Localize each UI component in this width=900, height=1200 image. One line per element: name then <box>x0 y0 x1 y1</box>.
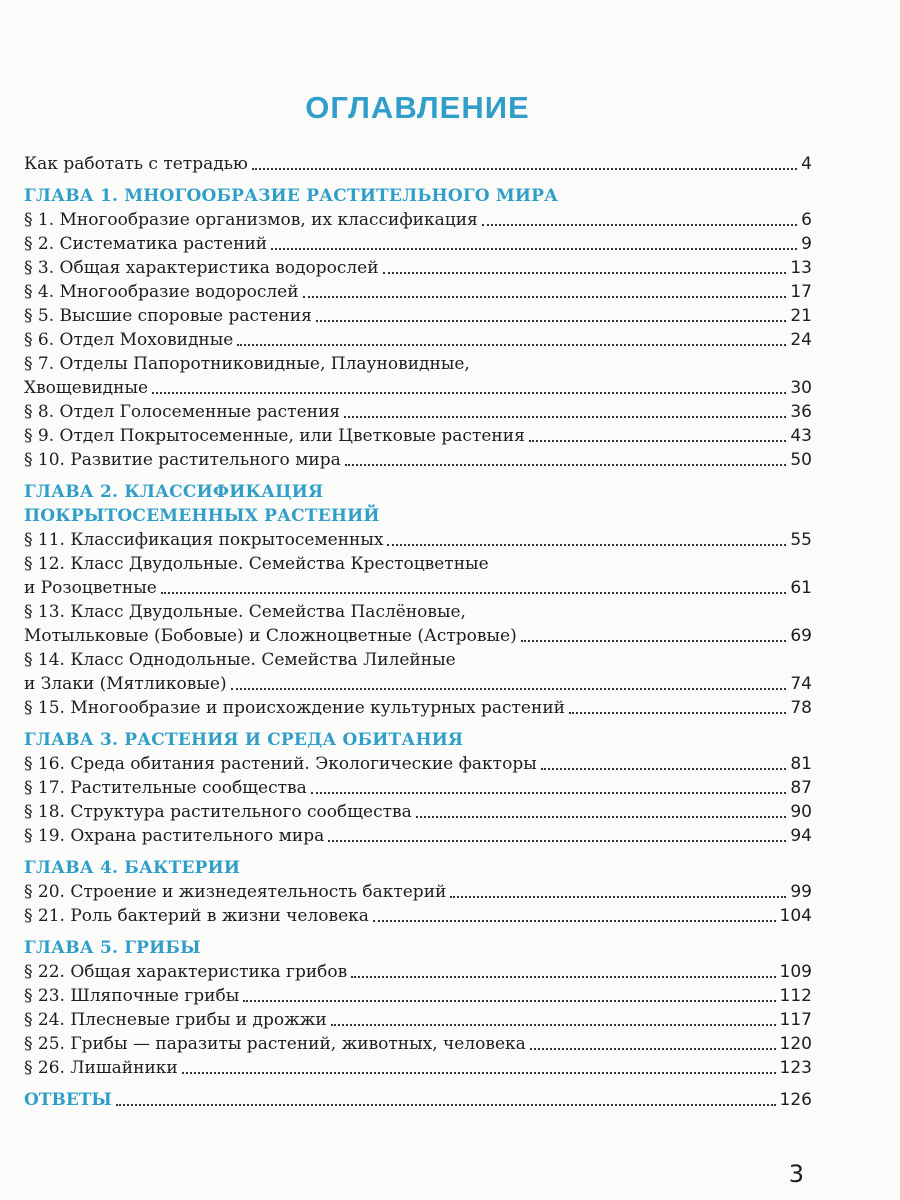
toc-entry-first-line[interactable] <box>24 648 812 672</box>
dot-leader <box>416 804 787 818</box>
toc-entry[interactable] <box>24 424 812 448</box>
entry-label: § 5. Высшие споровые растения <box>24 306 312 326</box>
dot-leader <box>569 700 786 714</box>
dot-leader <box>161 580 787 594</box>
entry-page: 74 <box>790 674 812 694</box>
entry-page: 6 <box>801 210 812 230</box>
entry-page: 43 <box>790 426 812 446</box>
toc-entry[interactable] <box>24 752 812 776</box>
dot-leader <box>303 284 787 298</box>
dot-leader <box>271 236 797 250</box>
toc-entry-continuation[interactable] <box>24 376 812 400</box>
toc-entry[interactable] <box>24 904 812 928</box>
dot-leader <box>541 756 787 770</box>
entry-label: § 16. Среда обитания растений. Экологические факторы <box>24 754 537 774</box>
toc-entry-answers[interactable] <box>24 1088 812 1112</box>
dot-leader <box>252 156 797 170</box>
entry-label: § 15. Многообразие и происхождение культурных растений <box>24 698 565 718</box>
toc-entry[interactable] <box>24 328 812 352</box>
dot-leader <box>529 428 787 442</box>
entry-label: § 20. Строение и жизнедеятельность бактерий <box>24 882 447 902</box>
entry-label: § 14. Класс Однодольные. Семейства Лилейные <box>24 650 456 670</box>
toc-entry[interactable] <box>24 280 812 304</box>
entry-label: § 19. Охрана растительного мира <box>24 826 325 846</box>
toc-entry-first-line[interactable] <box>24 600 812 624</box>
entry-page: 36 <box>790 402 812 422</box>
entry-page: 104 <box>779 906 812 926</box>
entry-page: 4 <box>801 154 812 174</box>
dot-leader <box>311 780 787 794</box>
entry-label: Как работать с тетрадью <box>24 154 248 174</box>
dot-leader <box>387 532 786 546</box>
dot-leader <box>331 1012 776 1026</box>
toc-entry[interactable] <box>24 1008 812 1032</box>
page-number: 3 <box>788 1160 804 1188</box>
toc-entry[interactable] <box>24 696 812 720</box>
dot-leader <box>344 404 786 418</box>
entry-label-cont: Мотыльковые (Бобовые) и Сложноцветные (Астровые) <box>24 626 517 646</box>
dot-leader <box>243 988 775 1002</box>
toc-entry[interactable] <box>24 256 812 280</box>
toc-entry-continuation[interactable] <box>24 624 812 648</box>
entry-page: 24 <box>790 330 812 350</box>
entry-page: 112 <box>779 986 812 1006</box>
entry-label: § 2. Систематика растений <box>24 234 268 254</box>
toc-entry[interactable] <box>24 208 812 232</box>
dot-leader <box>482 212 797 226</box>
entry-page: 123 <box>779 1058 812 1078</box>
entry-label: § 18. Структура растительного сообщества <box>24 802 412 822</box>
chapter-heading-1: ГЛАВА 1. МНОГООБРАЗИЕ РАСТИТЕЛЬНОГО МИРА <box>24 186 559 206</box>
entry-page: 90 <box>790 802 812 822</box>
toc-entry[interactable] <box>24 232 812 256</box>
entry-label: § 6. Отдел Моховидные <box>24 330 234 350</box>
toc-entry[interactable] <box>24 880 812 904</box>
entry-label: § 17. Растительные сообщества <box>24 778 307 798</box>
entry-label-cont: и Розоцветные <box>24 578 157 598</box>
dot-leader <box>383 260 787 274</box>
dot-leader <box>450 884 786 898</box>
toc-entry[interactable] <box>24 984 812 1008</box>
entry-page: 99 <box>790 882 812 902</box>
entry-page: 55 <box>790 530 812 550</box>
entry-label: § 13. Класс Двудольные. Семейства Паслёновые, <box>24 602 466 622</box>
entry-label: § 23. Шляпочные грибы <box>24 986 240 1006</box>
entry-label: § 7. Отделы Папоротниковидные, Плауновидные, <box>24 354 470 374</box>
entry-label: § 12. Класс Двудольные. Семейства Крестоцветные <box>24 554 489 574</box>
dot-leader <box>182 1060 776 1074</box>
dot-leader <box>373 908 776 922</box>
entry-label: § 1. Многообразие организмов, их классификация <box>24 210 478 230</box>
chapter-heading-5: ГЛАВА 5. ГРИБЫ <box>24 938 201 958</box>
toc-entry-first-line[interactable] <box>24 352 812 376</box>
dot-leader <box>351 964 775 978</box>
entry-page: 21 <box>790 306 812 326</box>
entry-page: 109 <box>779 962 812 982</box>
entry-page: 9 <box>801 234 812 254</box>
toc-entry[interactable] <box>24 960 812 984</box>
entry-page: 87 <box>790 778 812 798</box>
table-of-contents <box>24 152 812 1112</box>
toc-entry-intro[interactable] <box>24 152 812 176</box>
dot-leader <box>116 1092 776 1106</box>
entry-label: § 22. Общая характеристика грибов <box>24 962 348 982</box>
toc-entry[interactable] <box>24 528 812 552</box>
entry-page: 120 <box>779 1034 812 1054</box>
entry-page: 61 <box>790 578 812 598</box>
entry-page: 94 <box>790 826 812 846</box>
entry-page: 81 <box>790 754 812 774</box>
dot-leader <box>316 308 787 322</box>
entry-label: § 21. Роль бактерий в жизни человека <box>24 906 369 926</box>
entry-label-cont: Хвощевидные <box>24 378 149 398</box>
entry-label: § 26. Лишайники <box>24 1058 178 1078</box>
page-title: ОГЛАВЛЕНИЕ <box>305 90 530 125</box>
toc-entry[interactable] <box>24 304 812 328</box>
dot-leader <box>328 828 786 842</box>
entry-label: § 24. Плесневые грибы и дрожжи <box>24 1010 327 1030</box>
entry-page: 69 <box>790 626 812 646</box>
toc-entry[interactable] <box>24 776 812 800</box>
toc-entry-continuation[interactable] <box>24 576 812 600</box>
entry-label: § 25. Грибы — паразиты растений, животных, человека <box>24 1034 526 1054</box>
chapter-heading-4: ГЛАВА 4. БАКТЕРИИ <box>24 858 241 878</box>
dot-leader <box>521 628 787 642</box>
entry-label: § 11. Классификация покрытосеменных <box>24 530 384 550</box>
entry-label: § 3. Общая характеристика водорослей <box>24 258 379 278</box>
dot-leader <box>530 1036 776 1050</box>
dot-leader <box>152 380 786 394</box>
toc-entry[interactable] <box>24 400 812 424</box>
entry-page: 50 <box>790 450 812 470</box>
chapter-heading-2-line2: ПОКРЫТОСЕМЕННЫХ РАСТЕНИЙ <box>24 506 380 526</box>
entry-page: 126 <box>779 1090 812 1110</box>
answers-label: ОТВЕТЫ <box>24 1090 112 1110</box>
toc-entry[interactable] <box>24 1032 812 1056</box>
chapter-heading-3: ГЛАВА 3. РАСТЕНИЯ И СРЕДА ОБИТАНИЯ <box>24 730 464 750</box>
dot-leader <box>237 332 786 346</box>
toc-entry[interactable] <box>24 1056 812 1080</box>
toc-entry[interactable] <box>24 448 812 472</box>
entry-label-cont: и Злаки (Мятликовые) <box>24 674 227 694</box>
chapter-heading-2: ГЛАВА 2. КЛАССИФИКАЦИЯ <box>24 482 324 502</box>
entry-page: 30 <box>790 378 812 398</box>
dot-leader <box>345 452 787 466</box>
toc-entry-continuation[interactable] <box>24 672 812 696</box>
entry-page: 117 <box>779 1010 812 1030</box>
entry-label: § 8. Отдел Голосеменные растения <box>24 402 341 422</box>
entry-label: § 9. Отдел Покрытосеменные, или Цветковые растения <box>24 426 525 446</box>
toc-entry[interactable] <box>24 800 812 824</box>
entry-page: 17 <box>790 282 812 302</box>
entry-page: 78 <box>790 698 812 718</box>
entry-label: § 10. Развитие растительного мира <box>24 450 341 470</box>
toc-entry-first-line[interactable] <box>24 552 812 576</box>
toc-entry[interactable] <box>24 824 812 848</box>
entry-label: § 4. Многообразие водорослей <box>24 282 299 302</box>
entry-page: 13 <box>790 258 812 278</box>
dot-leader <box>231 676 787 690</box>
